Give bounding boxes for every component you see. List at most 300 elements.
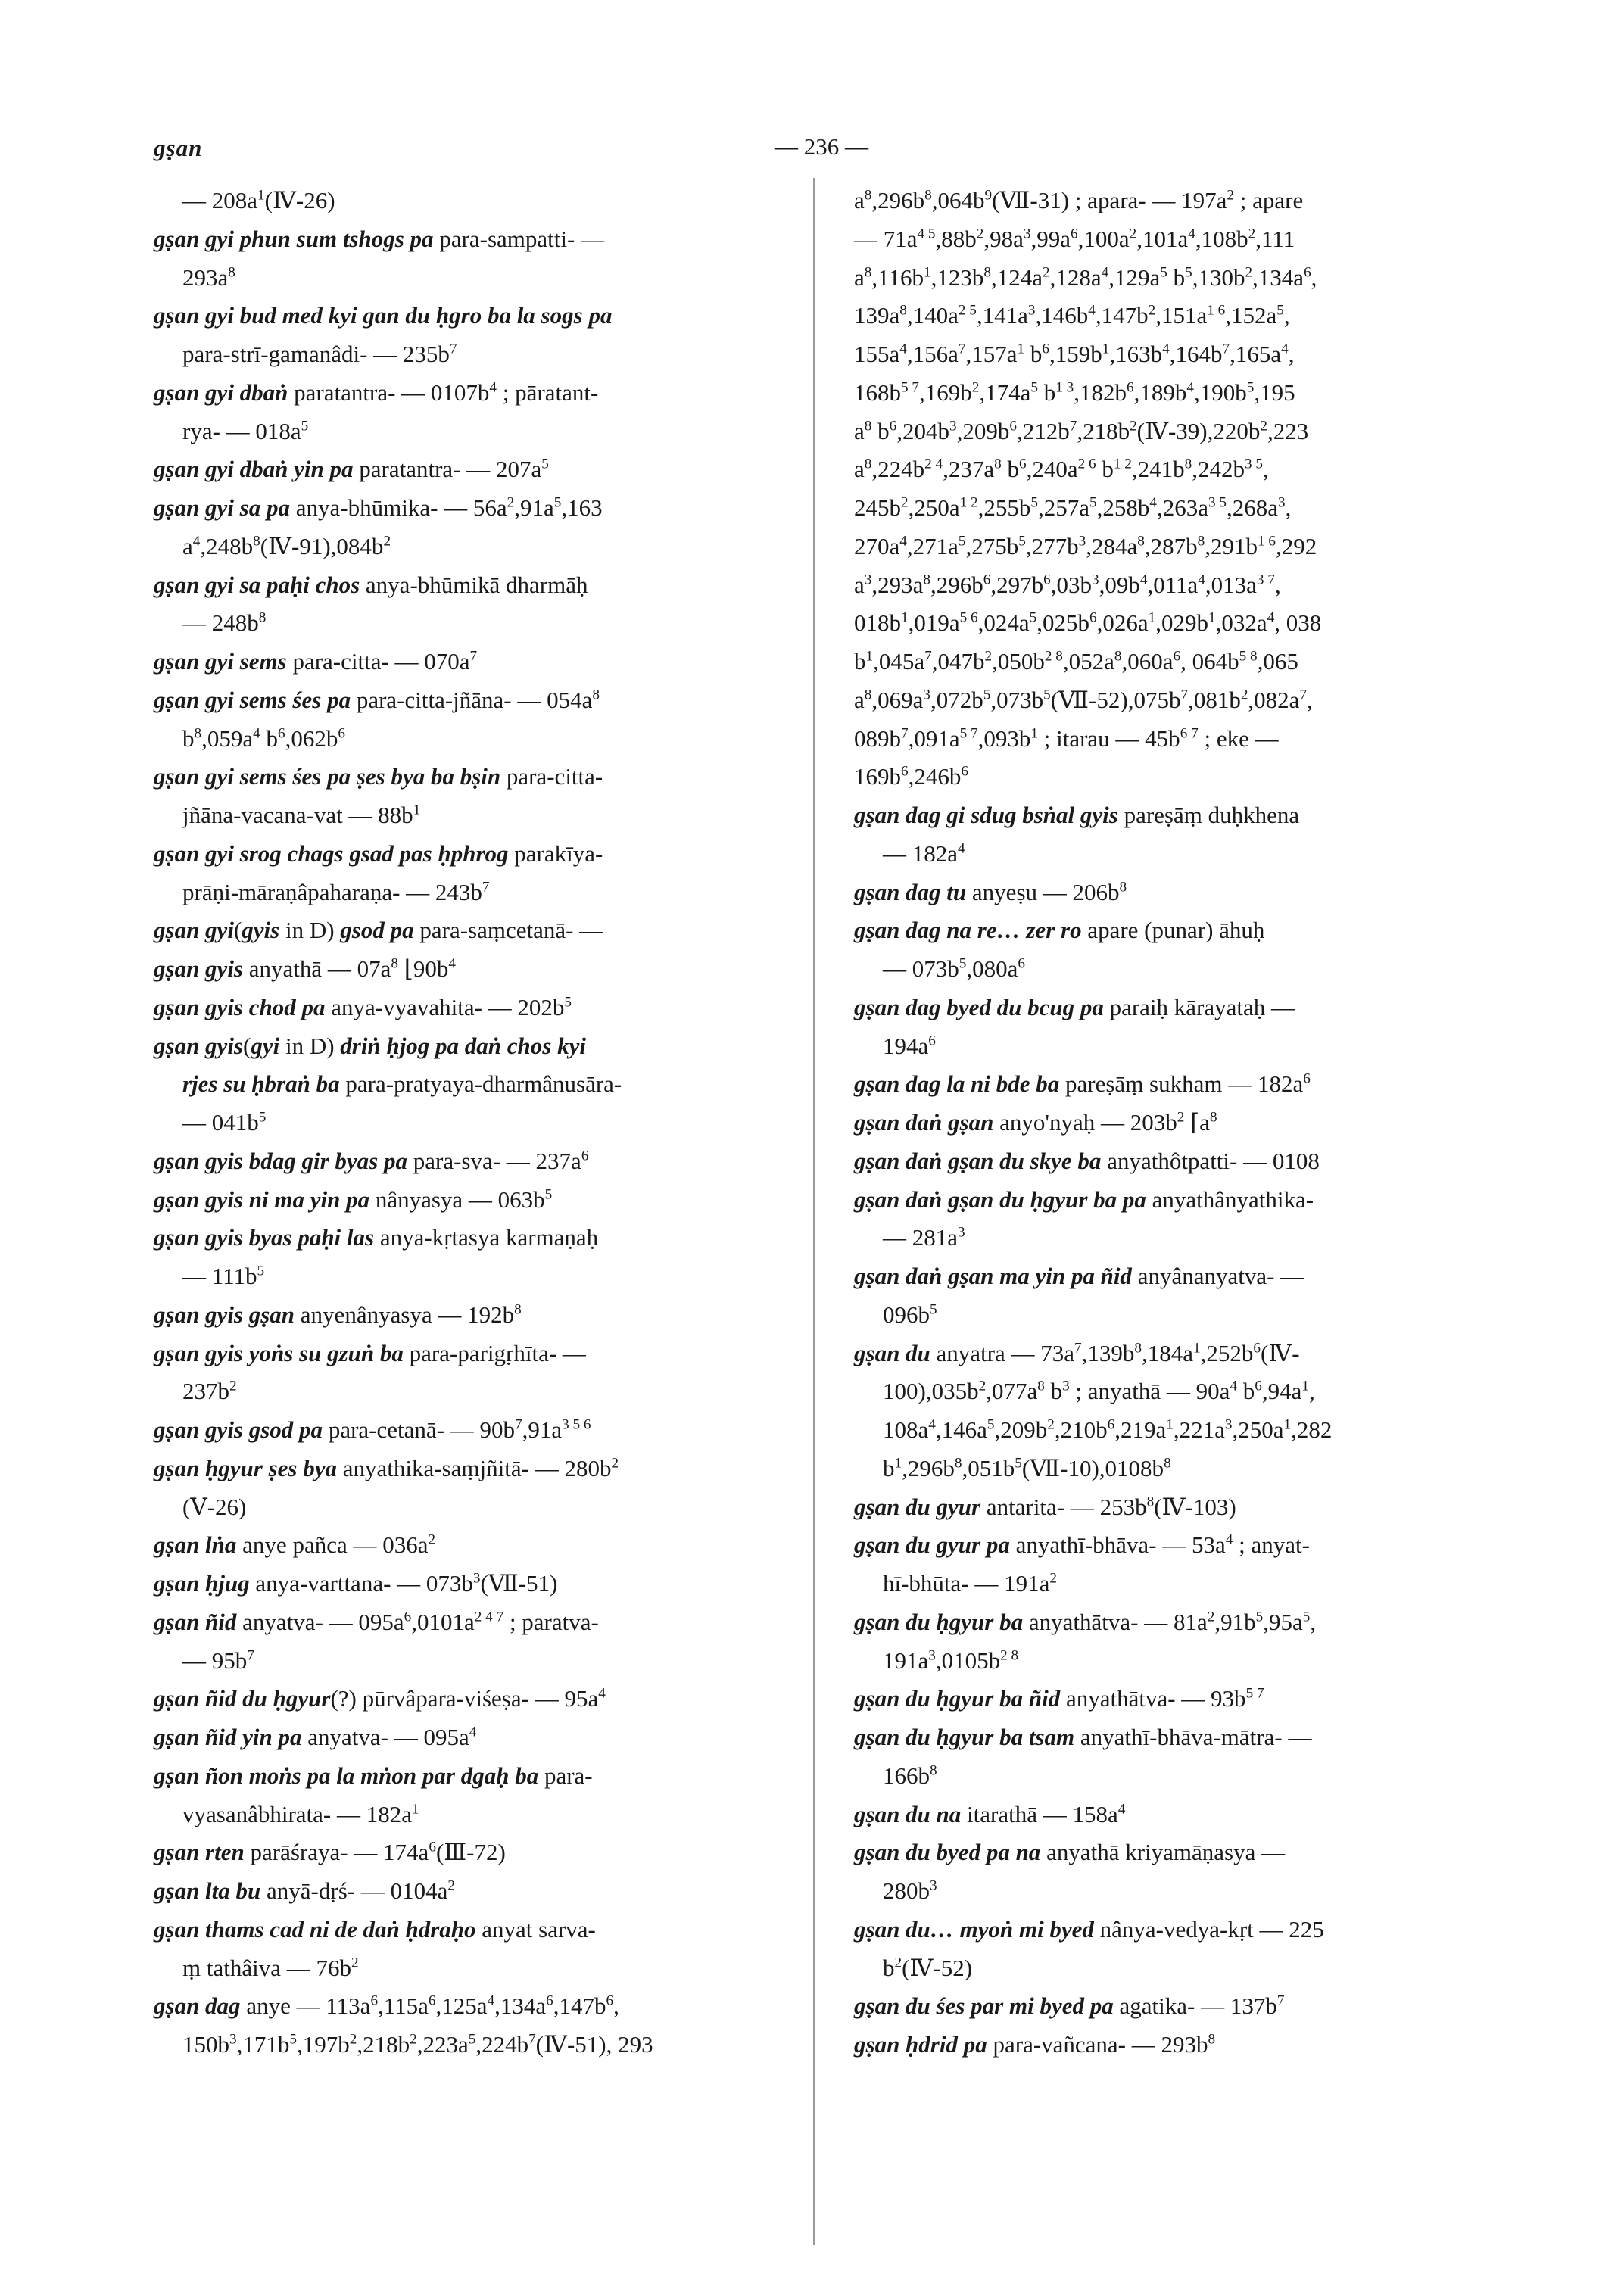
headword: gṣan gyi: [154, 917, 234, 944]
entry-line: [154, 450, 801, 489]
line-reference-superscript: 2 8: [1044, 648, 1063, 665]
entry-text: b: [182, 724, 195, 752]
entry-text: b: [1167, 263, 1186, 291]
entry-text: anyathātva- — 81a: [1023, 1608, 1208, 1635]
headword: gṣan du ḥgyur ba: [854, 1608, 1024, 1635]
line-reference-superscript: 1 3: [1055, 379, 1074, 396]
entry-text: — 281a: [883, 1224, 959, 1251]
headword: gṣan dag la ni bde ba: [854, 1070, 1060, 1098]
entry-text: ,019a: [908, 609, 960, 637]
entry-text: — 182a: [883, 840, 959, 867]
line-reference-superscript: 5: [983, 687, 991, 703]
line-reference-superscript: 2: [611, 1455, 619, 1472]
entry-text: ,296b: [902, 1454, 955, 1481]
line-reference-superscript: 8: [924, 187, 932, 204]
entry-text: ,123b: [930, 263, 984, 291]
line-reference-superscript: 4: [253, 725, 260, 742]
line-reference-superscript: 2: [1245, 264, 1253, 281]
entry-text: antarita- — 253b: [980, 1493, 1147, 1520]
entry-text: para-: [538, 1762, 593, 1789]
entry-text: ,184a: [1142, 1339, 1194, 1366]
line-reference-superscript: 4: [899, 341, 907, 357]
entry-text: b: [883, 1454, 895, 1481]
entry-text: ,241b: [1131, 456, 1185, 483]
line-reference-superscript: 3: [1023, 226, 1031, 242]
headword: gṣan du ḥgyur ba ñid: [854, 1685, 1061, 1712]
entry-text: ,108b: [1195, 225, 1248, 252]
entry-text: paratantra- — 207a: [353, 456, 542, 483]
entry-text: ṃ tathâiva — 76b: [182, 1954, 351, 1981]
entry-line: [154, 1104, 801, 1142]
entry-line: [854, 1526, 1507, 1565]
entry-text: ,024a: [977, 609, 1030, 637]
entry-text: 139a: [854, 302, 900, 329]
line-reference-superscript: 2: [976, 226, 984, 242]
headword: gṣan lṅa: [154, 1531, 237, 1559]
entry-text: 100),035b: [883, 1378, 979, 1405]
entry-text: paraiḥ kārayataḥ —: [1103, 993, 1295, 1020]
line-reference-superscript: 5 6: [959, 609, 978, 626]
entry-line: [154, 1142, 801, 1181]
line-reference-superscript: 1: [923, 264, 931, 281]
line-reference-superscript: 5 7: [1245, 1685, 1264, 1702]
entry-text: nânya-vedya-kṛt — 225: [1093, 1915, 1324, 1943]
entry-line: [154, 1335, 801, 1373]
line-reference-superscript: 1: [1283, 1416, 1292, 1433]
headword: gṣan gyis gsod pa: [154, 1416, 323, 1443]
entry-text: b: [1096, 456, 1114, 483]
line-reference-superscript: 2: [1227, 187, 1234, 204]
headword: gṣan du ḥgyur ba tsam: [854, 1724, 1075, 1750]
entry-text: anyathī-bhāva-mātra- —: [1074, 1724, 1312, 1750]
entry-text: ,130b: [1192, 263, 1245, 291]
entry-text: ,263a: [1156, 494, 1208, 521]
entry-text: (Ⅳ-51), 293: [535, 2031, 653, 2058]
entry-text: ,224b: [871, 456, 925, 483]
entry-text: ,069a: [871, 686, 924, 713]
headword: gṣan du śes par mi byed pa: [854, 1992, 1114, 2020]
entry-text: ,190b: [1193, 379, 1247, 406]
entry-text: , 064b: [1180, 648, 1239, 675]
line-reference-superscript: 3: [1027, 302, 1036, 319]
entry-text: para-citta- — 070a: [286, 648, 470, 675]
entry-text: — 71a: [854, 225, 918, 252]
line-reference-superscript: 8: [1197, 533, 1205, 550]
line-reference-superscript: 5: [1302, 1609, 1311, 1625]
line-reference-superscript: 5: [1255, 1609, 1264, 1625]
entry-line: [154, 758, 801, 796]
entry-text: apare (punar) āhuḥ: [1081, 917, 1265, 944]
entry-text: ,146b: [1035, 302, 1089, 329]
headword: gṣan gyis yoṅs su gzuṅ ba: [154, 1339, 404, 1366]
line-reference-superscript: 4: [598, 1685, 606, 1702]
line-reference-superscript: 4: [899, 533, 907, 550]
headword: gṣan gyis: [154, 955, 243, 982]
line-reference-superscript: 6: [1253, 1340, 1261, 1357]
entry-text: ,197b: [296, 2031, 350, 2058]
entry-text: ,246b: [908, 763, 962, 790]
line-reference-superscript: 1: [894, 1455, 902, 1472]
entry-text: para-strī-gamanâdi- — 235b: [182, 341, 450, 367]
line-reference-superscript: 4: [958, 840, 965, 857]
entry-text: anyânanyatva- —: [1131, 1263, 1304, 1289]
entry-text: ,: [1311, 263, 1317, 291]
entry-text: para-cetanā- — 90b: [323, 1416, 515, 1443]
entry-text: ,080a: [966, 955, 1018, 982]
entry-text: (: [233, 917, 242, 944]
line-reference-superscript: 8: [994, 456, 1002, 472]
entry-line: [154, 528, 801, 566]
entry-line: [154, 1872, 801, 1911]
line-reference-superscript: 7: [1299, 687, 1308, 703]
entry-line: [854, 1104, 1507, 1142]
entry-line: [154, 681, 801, 720]
entry-text: ,209b: [956, 417, 1010, 444]
entry-text: ,060a: [1121, 648, 1174, 675]
line-reference-superscript: 7: [1069, 418, 1077, 435]
entry-text: ; itarau — 45b: [1038, 724, 1180, 752]
entry-line: [154, 1911, 801, 1949]
line-reference-superscript: 2 5: [958, 302, 977, 319]
entry-text: anye — 113a: [240, 1992, 371, 2020]
entry-text: ,91a: [522, 1416, 563, 1443]
entry-line: [854, 681, 1507, 720]
line-reference-superscript: 2: [447, 1877, 455, 1894]
headword: gṣan du… myoṅ mi byed: [854, 1915, 1094, 1943]
entry-text: ; paratva-: [503, 1608, 599, 1635]
line-reference-superscript: 1: [413, 802, 421, 818]
line-reference-superscript: 4: [1230, 1378, 1238, 1394]
line-reference-superscript: 5: [468, 2031, 476, 2048]
entry-line: [854, 566, 1507, 605]
entry-text: ; pāratant-: [497, 379, 599, 406]
entry-line: [154, 911, 801, 950]
line-reference-superscript: 8: [864, 687, 872, 703]
entry-text: a: [854, 417, 865, 444]
line-reference-superscript: 1: [1102, 341, 1110, 357]
line-reference-superscript: 6: [429, 1839, 436, 1855]
entry-text: ,157a: [965, 341, 1018, 367]
entry-text: ,147b: [553, 1992, 606, 2020]
entry-text: ,03b: [1050, 571, 1092, 598]
line-reference-superscript: 8: [1164, 1455, 1171, 1472]
entry-line: [854, 259, 1507, 298]
entry-text: anye pañca — 036a: [236, 1531, 429, 1559]
entry-text: b: [1044, 1378, 1063, 1405]
entry-line: [154, 1757, 801, 1796]
line-reference-superscript: 1: [901, 609, 909, 626]
entry-text: (Ⅲ-72): [435, 1839, 506, 1866]
entry-line: [154, 643, 801, 681]
line-reference-superscript: 1: [1148, 609, 1156, 626]
left-column: [154, 182, 801, 2064]
entry-text: ,050b: [992, 648, 1045, 675]
headword: gṣan ñid du ḥgyur: [154, 1685, 331, 1712]
line-reference-superscript: 2: [894, 1955, 902, 1971]
entry-text: ,271a: [906, 532, 959, 559]
entry-text: ,95a: [1263, 1608, 1303, 1635]
line-reference-superscript: 5: [289, 2031, 297, 2048]
line-reference-superscript: 6: [961, 763, 968, 780]
entry-text: 108a: [883, 1416, 929, 1443]
entry-text: pareṣāṃ duḥkhena: [1117, 802, 1300, 828]
line-reference-superscript: 2: [1129, 226, 1137, 242]
entry-text: ,073b: [990, 686, 1044, 713]
line-reference-superscript: 1: [1208, 609, 1216, 626]
entry-line: [154, 720, 801, 759]
line-reference-superscript: 8: [592, 687, 600, 703]
line-reference-superscript: 4: [1088, 302, 1096, 319]
entry-text: parāśraya- — 174a: [244, 1839, 429, 1866]
headword: gṣan du na: [854, 1800, 962, 1827]
line-reference-superscript: 4: [1101, 264, 1109, 281]
entry-text: ,111: [1255, 225, 1295, 252]
entry-text: (Ⅳ-103): [1154, 1493, 1236, 1520]
line-reference-superscript: 6: [1304, 264, 1311, 281]
headword: gṣan dag na re… zer ro: [854, 917, 1082, 944]
entry-text: anyathī-bhāva- — 53a: [1009, 1531, 1226, 1559]
headword: gṣan daṅ gṣan du skye ba: [854, 1147, 1102, 1174]
entry-text: pareṣāṃ sukham — 182a: [1059, 1070, 1304, 1098]
line-reference-superscript: 5: [541, 456, 549, 472]
entry-text: anyatra — 73a: [930, 1339, 1075, 1366]
line-reference-superscript: 6: [1303, 1070, 1311, 1087]
entry-text: ,: [1307, 686, 1313, 713]
entry-text: ,171b: [236, 2031, 290, 2058]
entry-text: (: [243, 1032, 251, 1059]
entry-text: ,151a: [1155, 302, 1208, 329]
entry-text: ,077a: [986, 1378, 1038, 1405]
entry-text: anya-varttana- — 073b: [249, 1570, 473, 1597]
entry-text: 194a: [883, 1032, 929, 1059]
entry-line: [854, 643, 1507, 681]
line-reference-superscript: 4: [489, 379, 497, 396]
column-divider: [813, 178, 815, 2245]
entry-text: ,047b: [931, 648, 985, 675]
entry-text: ,082a: [1248, 686, 1300, 713]
headword: gṣan gyis byas paḥi las: [154, 1224, 375, 1251]
entry-line: [854, 1987, 1507, 2026]
entry-line: [154, 297, 801, 335]
line-reference-superscript: 3: [930, 1877, 937, 1894]
entry-text: ,124a: [990, 263, 1043, 291]
line-reference-superscript: 8: [1184, 456, 1192, 472]
line-reference-superscript: 7: [958, 341, 966, 357]
line-reference-superscript: 1: [1017, 341, 1025, 357]
entry-text: ,223a: [416, 2031, 469, 2058]
entry-text: ,242b: [1192, 456, 1245, 483]
entry-text: paratantra- — 0107b: [288, 379, 490, 406]
entry-line: [154, 335, 801, 374]
entry-line: [854, 1949, 1507, 1988]
entry-line: [154, 1488, 801, 1527]
line-reference-superscript: 7: [901, 725, 909, 742]
line-reference-superscript: 5: [1276, 302, 1284, 319]
line-reference-superscript: 1: [1301, 1378, 1310, 1394]
entry-text: ,: [1263, 456, 1269, 483]
entry-text: ,156a: [906, 341, 959, 367]
entry-text: ,116b: [871, 263, 924, 291]
line-reference-superscript: 8: [1114, 648, 1122, 665]
line-reference-superscript: 4: [1186, 379, 1194, 396]
entry-line: [154, 1372, 801, 1411]
line-reference-superscript: 2 6: [1077, 456, 1096, 472]
entry-text: (Ⅶ-51): [480, 1570, 558, 1597]
entry-text: (Ⅳ-26): [264, 187, 335, 213]
entry-text: ,: [1283, 302, 1290, 329]
line-reference-superscript: 7: [528, 2031, 536, 2048]
line-reference-superscript: 5 7: [959, 725, 978, 742]
line-reference-superscript: 5: [1185, 264, 1192, 281]
entry-line: [154, 989, 801, 1027]
headword: gṣan du byed pa na: [854, 1839, 1041, 1866]
entry-text: ,100a: [1077, 225, 1130, 252]
entry-text: ,240a: [1026, 456, 1078, 483]
headword: gṣan dag byed du bcug pa: [854, 993, 1104, 1020]
entry-text: ,093b: [977, 724, 1031, 752]
entry-text: ,204b: [896, 417, 949, 444]
line-reference-superscript: 7: [449, 341, 457, 357]
headword: gṣan ñid yin pa: [154, 1724, 302, 1750]
entry-text: ,: [1310, 1608, 1317, 1635]
line-reference-superscript: 6: [928, 1033, 936, 1049]
entry-text: b: [854, 648, 866, 675]
entry-line: [854, 2026, 1507, 2064]
line-reference-superscript: 6: [1173, 648, 1181, 665]
line-reference-superscript: 8: [864, 264, 872, 281]
entry-text: (Ⅶ-31) ; apara- — 197a: [992, 187, 1227, 213]
line-reference-superscript: 8: [194, 725, 202, 742]
entry-text: b: [260, 724, 278, 752]
entry-line: [154, 1181, 801, 1220]
entry-line: [854, 874, 1507, 912]
entry-text: ,218b: [357, 2031, 410, 2058]
entry-text: ; anyathā — 90a: [1069, 1378, 1230, 1405]
headword: gṣan gyi bud med kyi gan du ḥgro ba la sogs pa: [154, 302, 613, 329]
entry-text: hī-bhūta- — 191a: [883, 1570, 1050, 1597]
line-reference-superscript: 2: [1240, 687, 1248, 703]
line-reference-superscript: 6: [546, 1992, 553, 2009]
entry-text: in D): [279, 1032, 341, 1059]
entry-text: ,032a: [1215, 609, 1267, 637]
line-reference-superscript: 8: [1209, 1109, 1217, 1126]
entry-text: b: [871, 417, 890, 444]
entry-line: [154, 950, 801, 989]
entry-line: [854, 374, 1507, 413]
entry-line: [154, 1603, 801, 1642]
entry-text: (Ⅳ-91),084b: [260, 532, 384, 559]
entry-text: ,051b: [962, 1454, 1015, 1481]
entry-text: 166b: [883, 1762, 930, 1789]
line-reference-superscript: 1: [412, 1801, 419, 1818]
entry-text: — 111b: [182, 1263, 257, 1289]
entry-text: ,292: [1275, 532, 1317, 559]
entry-text: (Ⅶ-52),075b: [1050, 686, 1181, 713]
entry-line: [154, 1450, 801, 1488]
entry-line: [854, 1565, 1507, 1603]
line-reference-superscript: 8: [228, 264, 235, 281]
entry-line: [854, 1642, 1507, 1681]
entry-line: [154, 182, 801, 220]
entry-text: ,0101a: [411, 1608, 475, 1635]
entry-text: rya- — 018a: [182, 417, 301, 444]
entry-text: (Ⅴ-26): [182, 1493, 247, 1520]
entry-text: ,013a: [1205, 571, 1257, 598]
entry-text: b: [1001, 456, 1020, 483]
line-reference-superscript: 6: [1089, 609, 1097, 626]
entry-text: ,212b: [1016, 417, 1070, 444]
headword: gṣan gyi phun sum tshogs pa: [154, 225, 434, 252]
entry-text: b: [883, 1954, 895, 1981]
line-reference-superscript: 8: [983, 264, 991, 281]
headword: gṣan gyi sa paḥi chos: [154, 571, 360, 598]
entry-text: ; apare: [1233, 187, 1304, 213]
entry-text: ,163b: [1109, 341, 1163, 367]
line-reference-superscript: 6: [581, 1148, 589, 1164]
entry-text: ,296b: [871, 187, 925, 213]
line-reference-superscript: 4: [1162, 341, 1170, 357]
headword: gṣan daṅ gṣan du ḥgyur ba pa: [854, 1185, 1146, 1213]
line-reference-superscript: 2: [1260, 418, 1267, 435]
entry-line: [854, 1335, 1507, 1373]
entry-text: anyatva- — 095a: [236, 1608, 404, 1635]
entry-line: [154, 413, 801, 451]
entry-text: — 073b: [883, 955, 959, 982]
entry-line: [854, 950, 1507, 989]
headword: gṣan gyi srog chags gsad pas ḥphrog: [154, 840, 509, 867]
entry-text: ,258b: [1096, 494, 1150, 521]
line-reference-superscript: 5 8: [1239, 648, 1258, 665]
line-reference-superscript: 5: [1029, 609, 1037, 626]
entry-line: [154, 259, 801, 298]
entry-text: 270a: [854, 532, 900, 559]
line-reference-superscript: 4: [1149, 494, 1157, 511]
headword: gṣan gyi sems: [154, 648, 287, 675]
line-reference-superscript: 7: [469, 648, 478, 665]
line-reference-superscript: 3 5: [1245, 456, 1264, 472]
line-reference-superscript: 2: [1248, 226, 1256, 242]
headword: gṣan lta bu: [154, 1877, 261, 1904]
entry-text: ,140a: [906, 302, 959, 329]
entry-text: ,91a: [514, 494, 554, 521]
line-reference-superscript: 6: [1009, 418, 1017, 435]
line-reference-superscript: 4: [928, 1416, 936, 1433]
entry-line: [854, 1450, 1507, 1488]
line-reference-superscript: 6: [277, 725, 285, 742]
line-reference-superscript: 7: [1074, 1340, 1082, 1357]
entry-text: jñāna-vacana-vat — 88b: [182, 802, 413, 828]
entry-text: ,277b: [1025, 532, 1079, 559]
line-reference-superscript: 2 4: [924, 456, 943, 472]
entry-text: ,224b: [475, 2031, 529, 2058]
entry-line: [154, 374, 801, 413]
entry-text: ,101a: [1136, 225, 1189, 252]
entry-text: b: [1038, 379, 1056, 406]
line-reference-superscript: 6: [1042, 341, 1049, 357]
line-reference-superscript: 2: [984, 648, 993, 665]
headword: gṣan gyis ni ma yin pa: [154, 1185, 370, 1213]
entry-text: ,026a: [1096, 609, 1149, 637]
line-reference-superscript: 5: [564, 994, 572, 1011]
entry-text: ,284a: [1086, 532, 1138, 559]
entry-text: — 248b: [182, 609, 259, 637]
entry-line: [154, 1796, 801, 1834]
entry-line: [854, 835, 1507, 874]
entry-text: anya-vyavahita- — 202b: [325, 993, 565, 1020]
entry-line: [854, 450, 1507, 489]
entry-text: (Ⅳ-39),220b: [1136, 417, 1261, 444]
line-reference-superscript: 2: [410, 2031, 417, 2048]
